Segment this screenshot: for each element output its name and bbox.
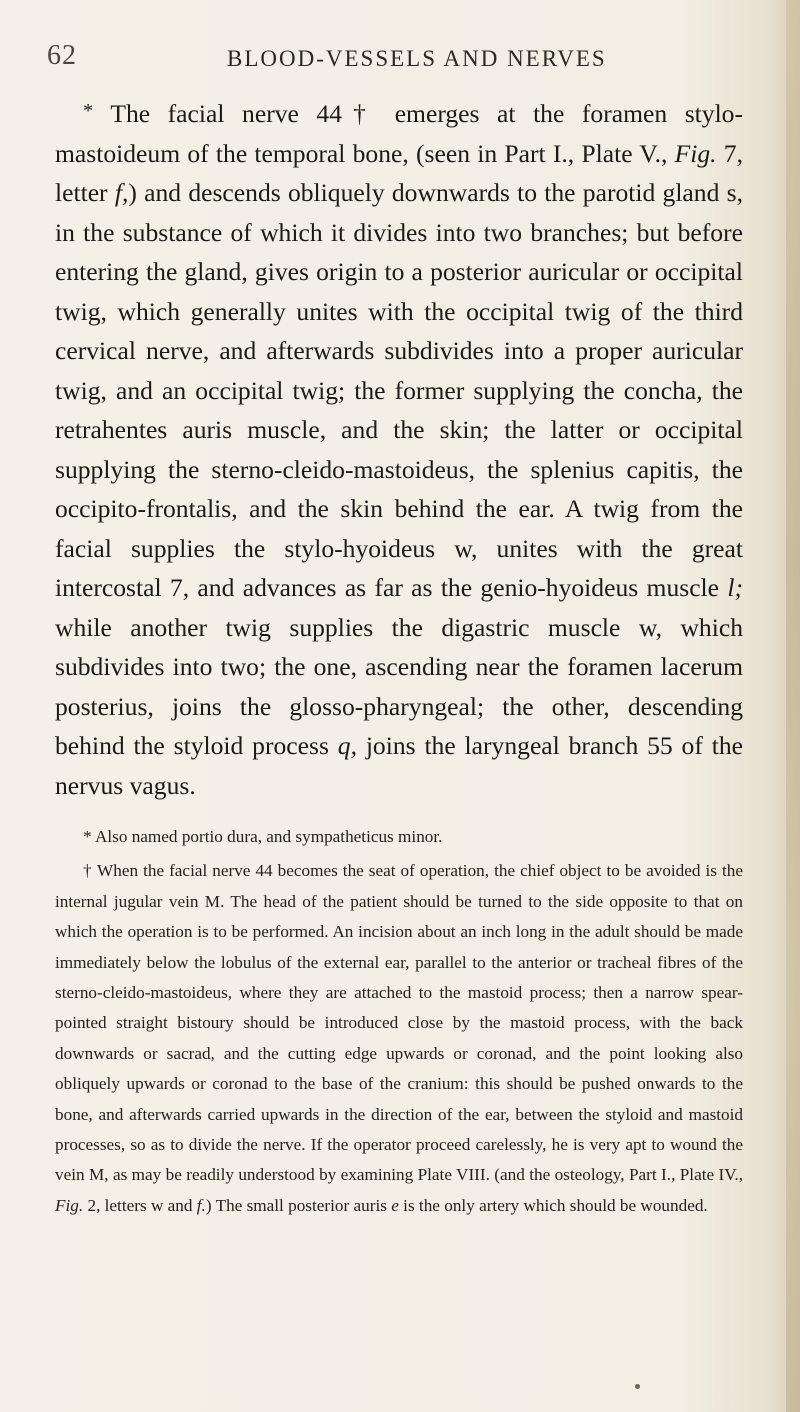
- page-edge-stain: [786, 0, 800, 1412]
- letter-f-footnote: f.: [196, 1195, 206, 1215]
- footnote-1: [55, 822, 743, 852]
- vein-letter-m: M.: [204, 891, 225, 911]
- fig-reference-footnote: Fig.: [55, 1195, 84, 1215]
- footnote-1-text: Also named portio dura, and sympatheticus minor.: [91, 827, 443, 846]
- footnote-2-text-e: ) The small posterior auris: [205, 1195, 392, 1215]
- main-text-6: joins the laryngeal branch 55 of the nervus vagus.: [55, 731, 743, 800]
- main-text-5: while another twig supplies the digastric muscle w, which subdivides into two; the one, ascending near the foramen lacerum posterius, joins the glosso-pharyngeal; the other, descending behind the styloid process: [55, 612, 743, 761]
- main-text-2: emerges at the foramen stylo-mastoideum of the temporal bone, (seen in Part I., Plate V.,: [55, 99, 743, 168]
- footnote-2-mark: †: [83, 861, 93, 881]
- footnote-mark-asterisk: *: [83, 100, 94, 122]
- page-number: 62: [47, 40, 77, 71]
- footnote-mark-dagger: †: [342, 99, 378, 129]
- footnote-2-text-c: as may be readily understood by examining Plate VIII. (and the osteology, Part I., Plate IV.,: [108, 1165, 744, 1185]
- footnote-2: [55, 856, 743, 1221]
- vein-letter-m-2: M,: [88, 1165, 109, 1185]
- footnote-2-text-d: 2, letters w and: [83, 1195, 197, 1215]
- fig-reference: Fig.: [674, 138, 717, 168]
- footnotes: [55, 822, 743, 1221]
- main-paragraph: [55, 92, 743, 805]
- footnote-2-text-f: is the only artery which should be wounded.: [398, 1195, 708, 1215]
- letter-f: f,: [114, 178, 129, 208]
- letter-q: q,: [337, 731, 357, 761]
- main-text-4: ) and descends obliquely downwards to the parotid gland s, in the substance of which it divides into two branches; but before entering the gland, gives origin to a posterior auricular or occipital twig, which generally unites with the occipital twig of the third cervical nerve, and afterwards subdivides into a proper auricular twig, and an occipital twig; the former supplying the concha, the retrahentes auris muscle, and the skin; the latter or occipital supplying the sterno-cleido-mastoideus, the splenius capitis, the occipito-frontalis, and the skin behind the ear. A twig from the facial supplies the stylo-hyoideus w, unites with the great intercostal 7, and advances as far as the genio-hyoideus muscle: [55, 178, 743, 603]
- paper-speck: [635, 1384, 640, 1389]
- letter-e: e: [391, 1195, 399, 1215]
- running-head: BLOOD-VESSELS AND NERVES: [227, 46, 607, 71]
- page-header: [47, 40, 747, 80]
- main-text-3: 7, letter: [55, 138, 743, 208]
- footnote-2-text-b: The head of the patient should be turned to the side opposite to that on which the operation is to be performed. An incision about an inch long in the adult should be made immediately below the lobulus of the external ear, parallel to the anterior or tracheal fibres of the sterno-cleido-mastoideus, where they are attached to the mastoid process; then a narrow spear-pointed straight bistoury should be introduced close by the mastoid process, with the back downwards or sacrad, and the cutting edge upwards or coronad, and the point looking also obliquely upwards or coronad to the base of the cranium: this should be pushed onwards to the bone, and afterwards carried upwards in the direction of the ear, between the styloid and mastoid processes, so as to divide the nerve. If the operator proceed carelessly, he is very apt to wound the vein: [55, 891, 743, 1185]
- letter-l: l;: [727, 573, 743, 603]
- main-text-1: The facial nerve 44: [93, 99, 343, 129]
- footnote-2-text-a: When the facial nerve 44 becomes the seat of operation, the chief object to be avoided is the internal jugular vein: [55, 861, 743, 911]
- footnote-1-mark: *: [83, 827, 92, 846]
